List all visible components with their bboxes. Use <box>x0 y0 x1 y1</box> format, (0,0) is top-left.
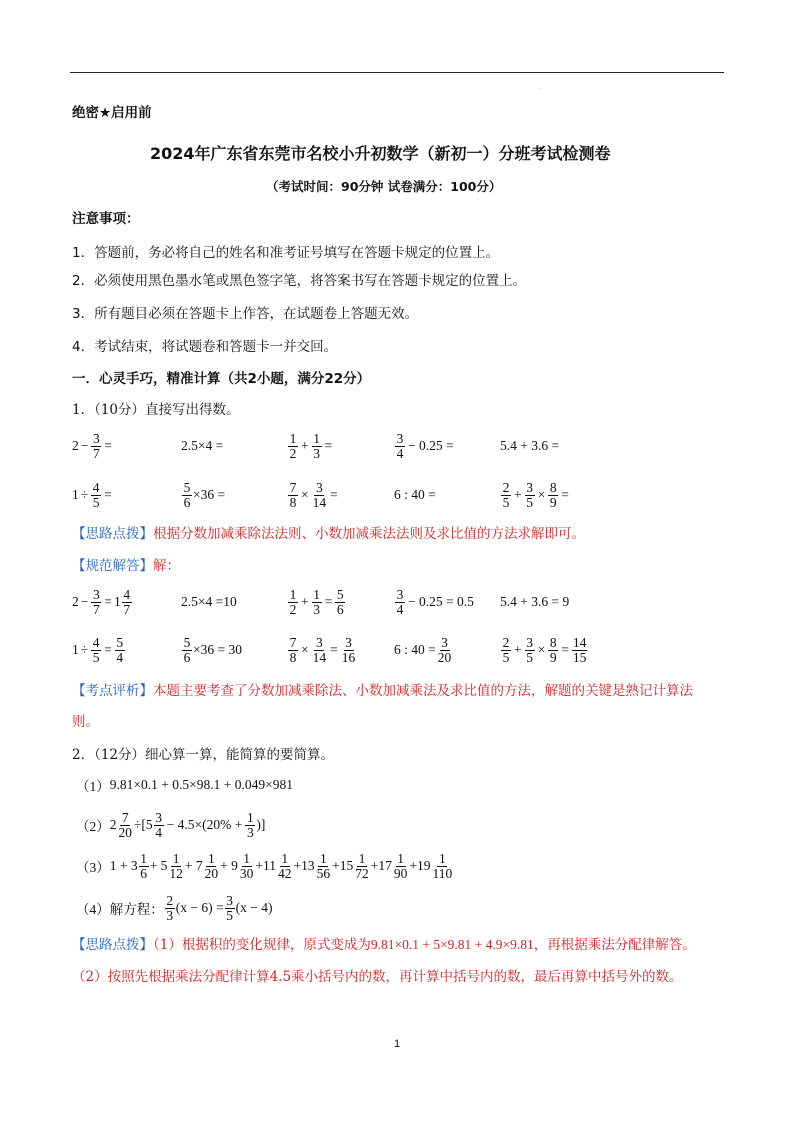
answer-2-5-plus-3-5x8-9: $\frac{2}{5}$ + $\frac{3}{5}$ × $\frac{8}{9}$ = $\frac{14}{15}$ <box>502 634 587 665</box>
q2-part1: （1） 9.81×0.1 + 0.5×98.1 + 0.049×981 <box>76 777 293 794</box>
notice-item: 1．答题前，务必将自己的姓名和准考证号填写在答题卡规定的位置上。 <box>72 245 500 261</box>
question-stem: 2．（12分）细心算一算，能简算的要简算。 <box>72 747 335 763</box>
hint-text: 根据分数加减乘除法法则、小数加减乘法法则及求比值的方法求解即可。 <box>153 526 585 542</box>
hint-block <box>72 525 585 543</box>
answer-block <box>72 557 180 575</box>
notice-heading: 注意事项： <box>72 211 140 227</box>
review-text: 本题主要考查了分数加减乘除法、小数加减乘法及求比值的方法，解题的关键是熟记计算法 <box>153 683 693 699</box>
answer-2.5x4: 2.5×4 =10 <box>181 594 237 609</box>
hint-tag: 【思路点拨】 <box>72 937 153 953</box>
answer-tag: 【规范解答】 <box>72 558 153 574</box>
answer-half-plus-third: $\frac{1}{2}$ + $\frac{1}{3}$ = $\frac{5}{6}$ <box>289 586 344 617</box>
problem-6-ratio-40: 6 : 40 = <box>394 487 436 502</box>
problem-5-6-x36: $\frac{5}{6}$ ×36 = <box>183 479 226 510</box>
review-block <box>72 682 693 700</box>
page-number: 1 <box>394 1038 401 1050</box>
hint-text-end: ，再根据乘法分配律解答。 <box>533 937 696 953</box>
section-heading: 一．心灵手巧，精准计算（共2小题，满分22分） <box>72 371 371 387</box>
notice-item: 4．考试结束，将试题卷和答题卡一并交回。 <box>72 339 338 355</box>
q2-part3: （3） 1 + 3 $\frac{1}{6}$ + 5 $\frac{1}{12}$ + 7 $\frac{1}{20}$ + 9 $\frac{1}{30}$ +11 $\frac{1}{42}$ +13 $\frac{1}{56}$ +15 $\frac{1}{72}$ +17 $\frac{1}{90}$ +19 $\frac{1}{110}$ <box>76 850 453 881</box>
question-stem: 1．（10分）直接写出得数。 <box>72 402 240 418</box>
problem-3-4-minus-0.25: $\frac{3}{4}$ − 0.25 = <box>396 430 454 461</box>
decorative-dot: · <box>540 86 542 93</box>
header-rule <box>70 72 724 73</box>
review-tag: 【考点评析】 <box>72 683 153 699</box>
q2-part2: （2） 2 $\frac{7}{20}$ ÷[5 $\frac{3}{4}$ − 4.5×(20% + $\frac{1}{3}$ )] <box>76 809 266 840</box>
answer-1-div-4-5: 1 ÷ $\frac{4}{5}$ = $\frac{5}{4}$ <box>72 634 124 665</box>
problem-7-8-x-3-14: $\frac{7}{8}$ × $\frac{3}{14}$ = <box>289 479 338 510</box>
q2-hint-line2: （2）按照先根据乘法分配律计算4.5乘小括号内的数，再计算中括号内的数，最后再算中括号外的数。 <box>72 969 683 985</box>
q2-part4: （4）解方程： $\frac{2}{3}$ (x − 6) = $\frac{3}{5}$ (x − 4) <box>76 892 273 923</box>
problem-2.5x4: 2.5×4 = <box>181 438 224 453</box>
review-text-cont: 则。 <box>72 714 99 730</box>
page-title: 2024年广东省东莞市名校小升初数学（新初一）分班考试检测卷 <box>150 144 611 163</box>
problem-2-5-plus-3-5x8-9: $\frac{2}{5}$ + $\frac{3}{5}$ × $\frac{8}{9}$ = <box>502 479 569 510</box>
problem-half-plus-third: $\frac{1}{2}$ + $\frac{1}{3}$ = <box>289 430 333 461</box>
answer-3-4-minus-0.25: $\frac{3}{4}$ − 0.25 = 0.5 <box>396 586 474 617</box>
notice-item: 2．必须使用黑色墨水笔或黑色签字笔，将答案书写在答题卡规定的位置上。 <box>72 273 527 289</box>
answer-lead: 解： <box>153 558 180 574</box>
problem-5.4-plus-3.6: 5.4 + 3.6 = <box>500 438 560 453</box>
notice-item: 3．所有题目必须在答题卡上作答，在试题卷上答题无效。 <box>72 306 419 322</box>
hint-tag: 【思路点拨】 <box>72 526 153 542</box>
problem-1-div-4-5: 1 ÷ $\frac{4}{5}$ = <box>72 479 112 510</box>
answer-6-ratio-40: 6 : 40 = $\frac{3}{20}$ <box>394 634 452 665</box>
problem-2-minus-3-7: 2 − $\frac{3}{7}$ = <box>72 430 112 461</box>
hint-expr: 9.81×0.1 + 5×9.81 + 4.9×9.81 <box>370 937 534 952</box>
hint-text: （1）根据积的变化规律，原式变成为 <box>153 937 371 953</box>
answer-7-8-x-3-14: $\frac{7}{8}$ × $\frac{3}{14}$ = $\frac{3}{16}$ <box>289 634 356 665</box>
answer-5-6-x36: $\frac{5}{6}$ ×36 = 30 <box>183 634 242 665</box>
answer-5.4-plus-3.6: 5.4 + 3.6 = 9 <box>500 594 570 609</box>
answer-2-minus-3-7: 2 − $\frac{3}{7}$ = 1 $\frac{4}{7}$ <box>72 586 131 617</box>
secret-label: 绝密★启用前 <box>72 105 152 121</box>
q2-hint-block <box>72 936 696 954</box>
exam-subtitle: （考试时间：90分钟 试卷满分：100分） <box>266 179 502 194</box>
